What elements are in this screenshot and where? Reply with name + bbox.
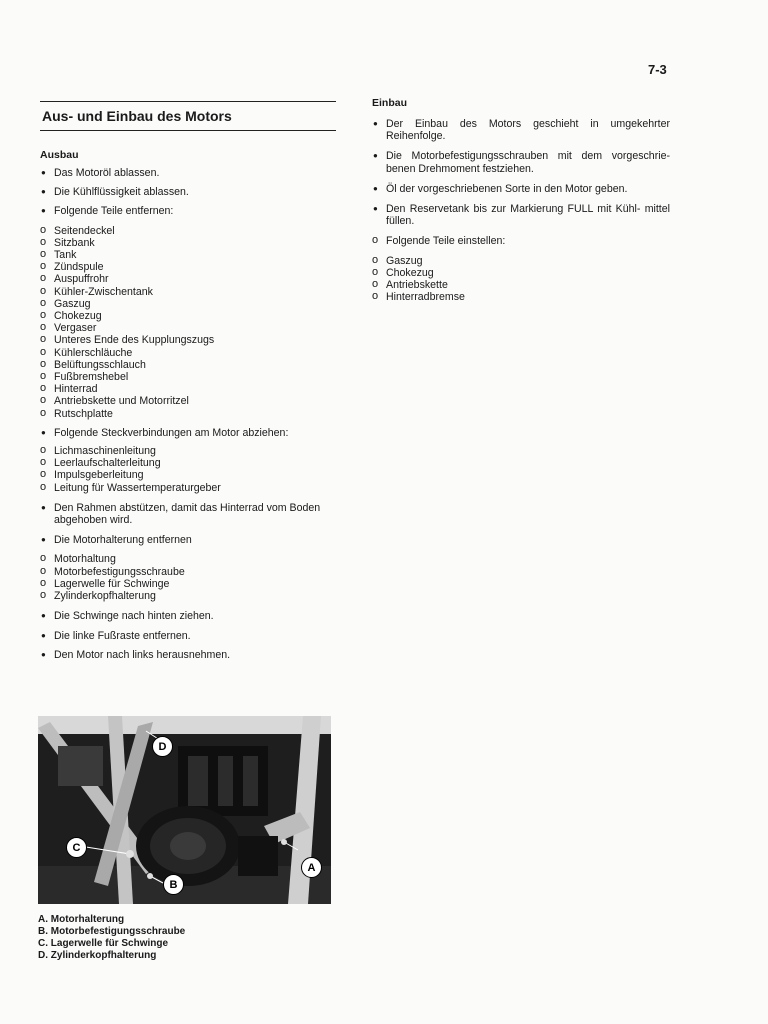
list-item: o Fußbremshebel bbox=[40, 371, 336, 383]
list-item: o Kühler-Zwischentank bbox=[40, 286, 336, 298]
list-item: o Rutschplatte bbox=[40, 408, 336, 420]
list-item: ● Das Motoröl ablassen. bbox=[40, 167, 336, 179]
list-item: o Leitung für Wassertemperaturgeber bbox=[40, 482, 336, 494]
einbau-heading: Einbau bbox=[372, 97, 408, 109]
ausbau-frame-steps bbox=[40, 502, 336, 547]
einbau-steps bbox=[372, 118, 670, 227]
list-item: ● Der Einbau des Motors geschieht in umgekehrter Reihenfolge. bbox=[372, 118, 670, 142]
left-column bbox=[40, 101, 336, 661]
engine-photo bbox=[38, 716, 331, 904]
list-item: o Zündspule bbox=[40, 261, 336, 273]
title-top-rule bbox=[40, 101, 336, 102]
list-item: o Antriebskette bbox=[372, 279, 670, 291]
ausbau-connectors-step bbox=[40, 427, 336, 439]
caption-b: B. Motorbefestigungsschraube bbox=[38, 926, 186, 937]
list-item: o Antriebskette und Motorritzel bbox=[40, 395, 336, 407]
caption-a: A. Motorhalterung bbox=[38, 914, 125, 925]
list-item: ● Folgende Steckverbindungen am Motor abziehen: bbox=[40, 427, 336, 439]
list-item: ● Den Motor nach links herausnehmen. bbox=[40, 649, 336, 661]
list-item: o Hinterrad bbox=[40, 383, 336, 395]
einbau-adjust-list bbox=[372, 255, 670, 304]
list-item: ● Die Motorbefestigungsschrauben mit dem vorgeschrie- benen Drehmoment festziehen. bbox=[372, 150, 670, 174]
list-item: o Chokezug bbox=[40, 310, 336, 322]
ausbau-parts-list bbox=[40, 225, 336, 420]
list-item: o Gaszug bbox=[372, 255, 670, 267]
list-item: ● Die Schwinge nach hinten ziehen. bbox=[40, 610, 336, 622]
list-item: ● Die linke Fußraste entfernen. bbox=[40, 630, 336, 642]
ausbau-connectors-list bbox=[40, 445, 336, 494]
engine-illustration bbox=[38, 716, 331, 904]
list-item: o Hinterradbremse bbox=[372, 291, 670, 303]
list-item: o Tank bbox=[40, 249, 336, 261]
list-item: ● Die Kühlflüssigkeit ablassen. bbox=[40, 186, 336, 198]
list-item: ● Die Motorhalterung entfernen bbox=[40, 534, 336, 546]
list-item: o Kühlerschläuche bbox=[40, 347, 336, 359]
list-item: o Auspuffrohr bbox=[40, 273, 336, 285]
list-item: o Vergaser bbox=[40, 322, 336, 334]
list-item: o Gaszug bbox=[40, 298, 336, 310]
page-title: Aus- und Einbau des Motors bbox=[42, 108, 232, 124]
list-item: o Sitzbank bbox=[40, 237, 336, 249]
ausbau-heading: Ausbau bbox=[40, 149, 79, 161]
list-item: o Seitendeckel bbox=[40, 225, 336, 237]
callout-b: B bbox=[163, 874, 184, 895]
list-item: o Unteres Ende des Kupplungszugs bbox=[40, 334, 336, 346]
caption-d: D. Zylinderkopfhalterung bbox=[38, 950, 157, 961]
callout-d: D bbox=[152, 736, 173, 757]
einbau-adjust-step bbox=[372, 235, 670, 247]
list-item: ● Folgende Teile entfernen: bbox=[40, 205, 336, 217]
list-item: ● Den Rahmen abstützen, damit das Hinterrad vom Boden abgehoben wird. bbox=[40, 502, 336, 526]
list-item: o Zylinderkopfhalterung bbox=[40, 590, 336, 602]
list-item: o Chokezug bbox=[372, 267, 670, 279]
list-item: o Leerlaufschalterleitung bbox=[40, 457, 336, 469]
list-item: o Motorhaltung bbox=[40, 553, 336, 565]
list-item: ● Öl der vorgeschriebenen Sorte in den Motor geben. bbox=[372, 183, 670, 195]
list-item: o Motorbefestigungsschraube bbox=[40, 566, 336, 578]
list-item: o Impulsgeberleitung bbox=[40, 469, 336, 481]
ausbau-mounts-list bbox=[40, 553, 336, 602]
ausbau-steps bbox=[40, 167, 336, 218]
list-item: o Lagerwelle für Schwinge bbox=[40, 578, 336, 590]
caption-c: C. Lagerwelle für Schwinge bbox=[38, 938, 169, 949]
page-number: 7-3 bbox=[648, 62, 667, 77]
callout-c: C bbox=[66, 837, 87, 858]
ausbau-final-steps bbox=[40, 610, 336, 661]
list-item: o Belüftungsschlauch bbox=[40, 359, 336, 371]
list-item: ● Den Reservetank bis zur Markierung FULL mit Kühl- mittel füllen. bbox=[372, 203, 670, 227]
list-item: o Lichmaschinenleitung bbox=[40, 445, 336, 457]
title-bottom-rule bbox=[40, 130, 336, 131]
callout-a: A bbox=[301, 857, 322, 878]
right-column bbox=[372, 97, 670, 303]
list-item: o Folgende Teile einstellen: bbox=[372, 235, 670, 247]
figure-captions bbox=[38, 914, 185, 962]
